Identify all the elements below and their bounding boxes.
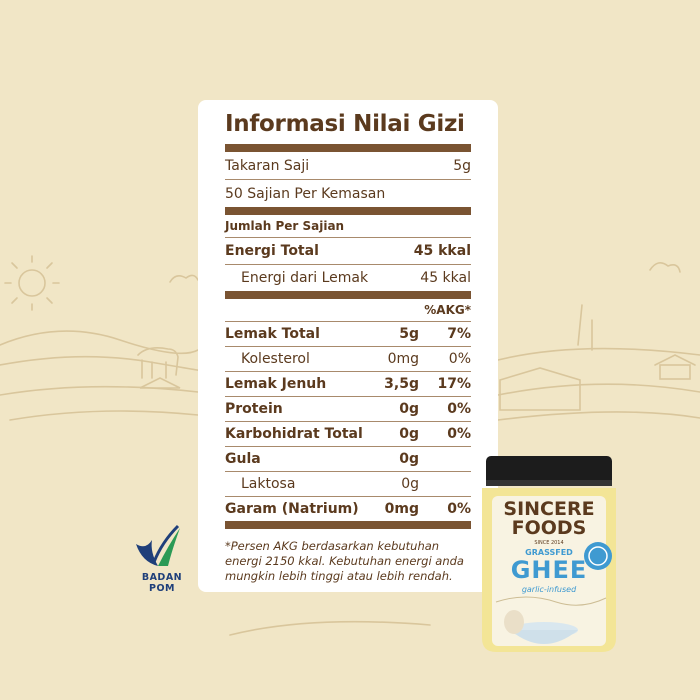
servings-per-pack: 50 Sajian Per Kemasan [225,185,386,202]
ghee-jar-product [474,452,624,657]
nutrient-amount: 0g [401,476,419,492]
nutrient-akg: 0% [447,501,471,517]
nutrient-table [225,322,471,521]
nutrient-akg: 7% [447,326,471,342]
badan-pom-emblem-icon [128,522,196,572]
product-name: GHEE [510,556,588,584]
energy-fat-row [225,265,471,291]
nutrient-label: Lemak Jenuh [225,376,327,392]
nutrient-label: Gula [225,451,261,467]
serving-size-row [225,152,471,179]
nutrient-row [225,497,471,521]
nutrient-akg: 0% [447,426,471,442]
nutrient-label: Laktosa [241,476,296,492]
amount-per-serving: Jumlah Per Sajian [225,219,345,233]
servings-per-pack-row [225,180,471,207]
divider [225,207,471,215]
nutrient-amount: 0mg [387,351,419,367]
badan-pom-logo [128,522,196,594]
brand-line1: SINCERE [503,498,595,520]
divider [225,144,471,152]
energy-total-label: Energi Total [225,243,319,259]
nutrient-row [225,322,471,346]
product-variant: garlic-infused [521,585,577,594]
nutrient-row [225,447,471,471]
nutrient-row [225,347,471,371]
brand-line2: FOODS [511,517,587,539]
nutrient-amount: 0g [399,426,419,442]
nutrition-facts-panel [198,100,498,592]
energy-total-value: 45 kkal [413,243,471,259]
nutrient-amount: 0g [399,401,419,417]
akg-footnote: *Persen AKG berdasarkan kebutuhan energi 2150 kkal. Kebutuhan energi anda mungkin lebih tinggi atau lebih rendah. [225,539,464,583]
nutrient-label: Karbohidrat Total [225,426,363,442]
grassfed-label: GRASSFED [525,548,573,557]
energy-fat-value: 45 kkal [420,270,471,286]
nutrient-akg: 0% [448,351,471,367]
nutrient-row [225,422,471,446]
akg-header-row [225,299,471,321]
energy-total-row [225,238,471,264]
nutrient-label: Kolesterol [241,351,310,367]
energy-fat-label: Energi dari Lemak [241,270,369,286]
serving-size-value: 5g [453,157,471,174]
amount-per-serving-row [225,215,471,237]
nutrient-akg: 17% [437,376,471,392]
nutrient-amount: 0mg [384,501,419,517]
panel-title: Informasi Nilai Gizi [225,111,465,137]
nutrient-amount: 5g [399,326,419,342]
badan-pom-text: BADAN POM [141,572,183,594]
nutrient-row [225,397,471,421]
nutrient-akg: 0% [447,401,471,417]
nutrient-label: Lemak Total [225,326,320,342]
divider [225,521,471,529]
nutrient-row [225,472,471,496]
akg-header: %AKG* [424,303,471,317]
nutrient-row [225,372,471,396]
nutrient-amount: 3,5g [384,376,419,392]
sun-icon [19,270,45,296]
nutrient-label: Protein [225,401,283,417]
since-label: SINCE 2014 [534,540,564,546]
nutrient-amount: 0g [399,451,419,467]
serving-size-label: Takaran Saji [225,157,310,174]
divider [225,291,471,299]
nutrient-label: Garam (Natrium) [225,501,359,517]
